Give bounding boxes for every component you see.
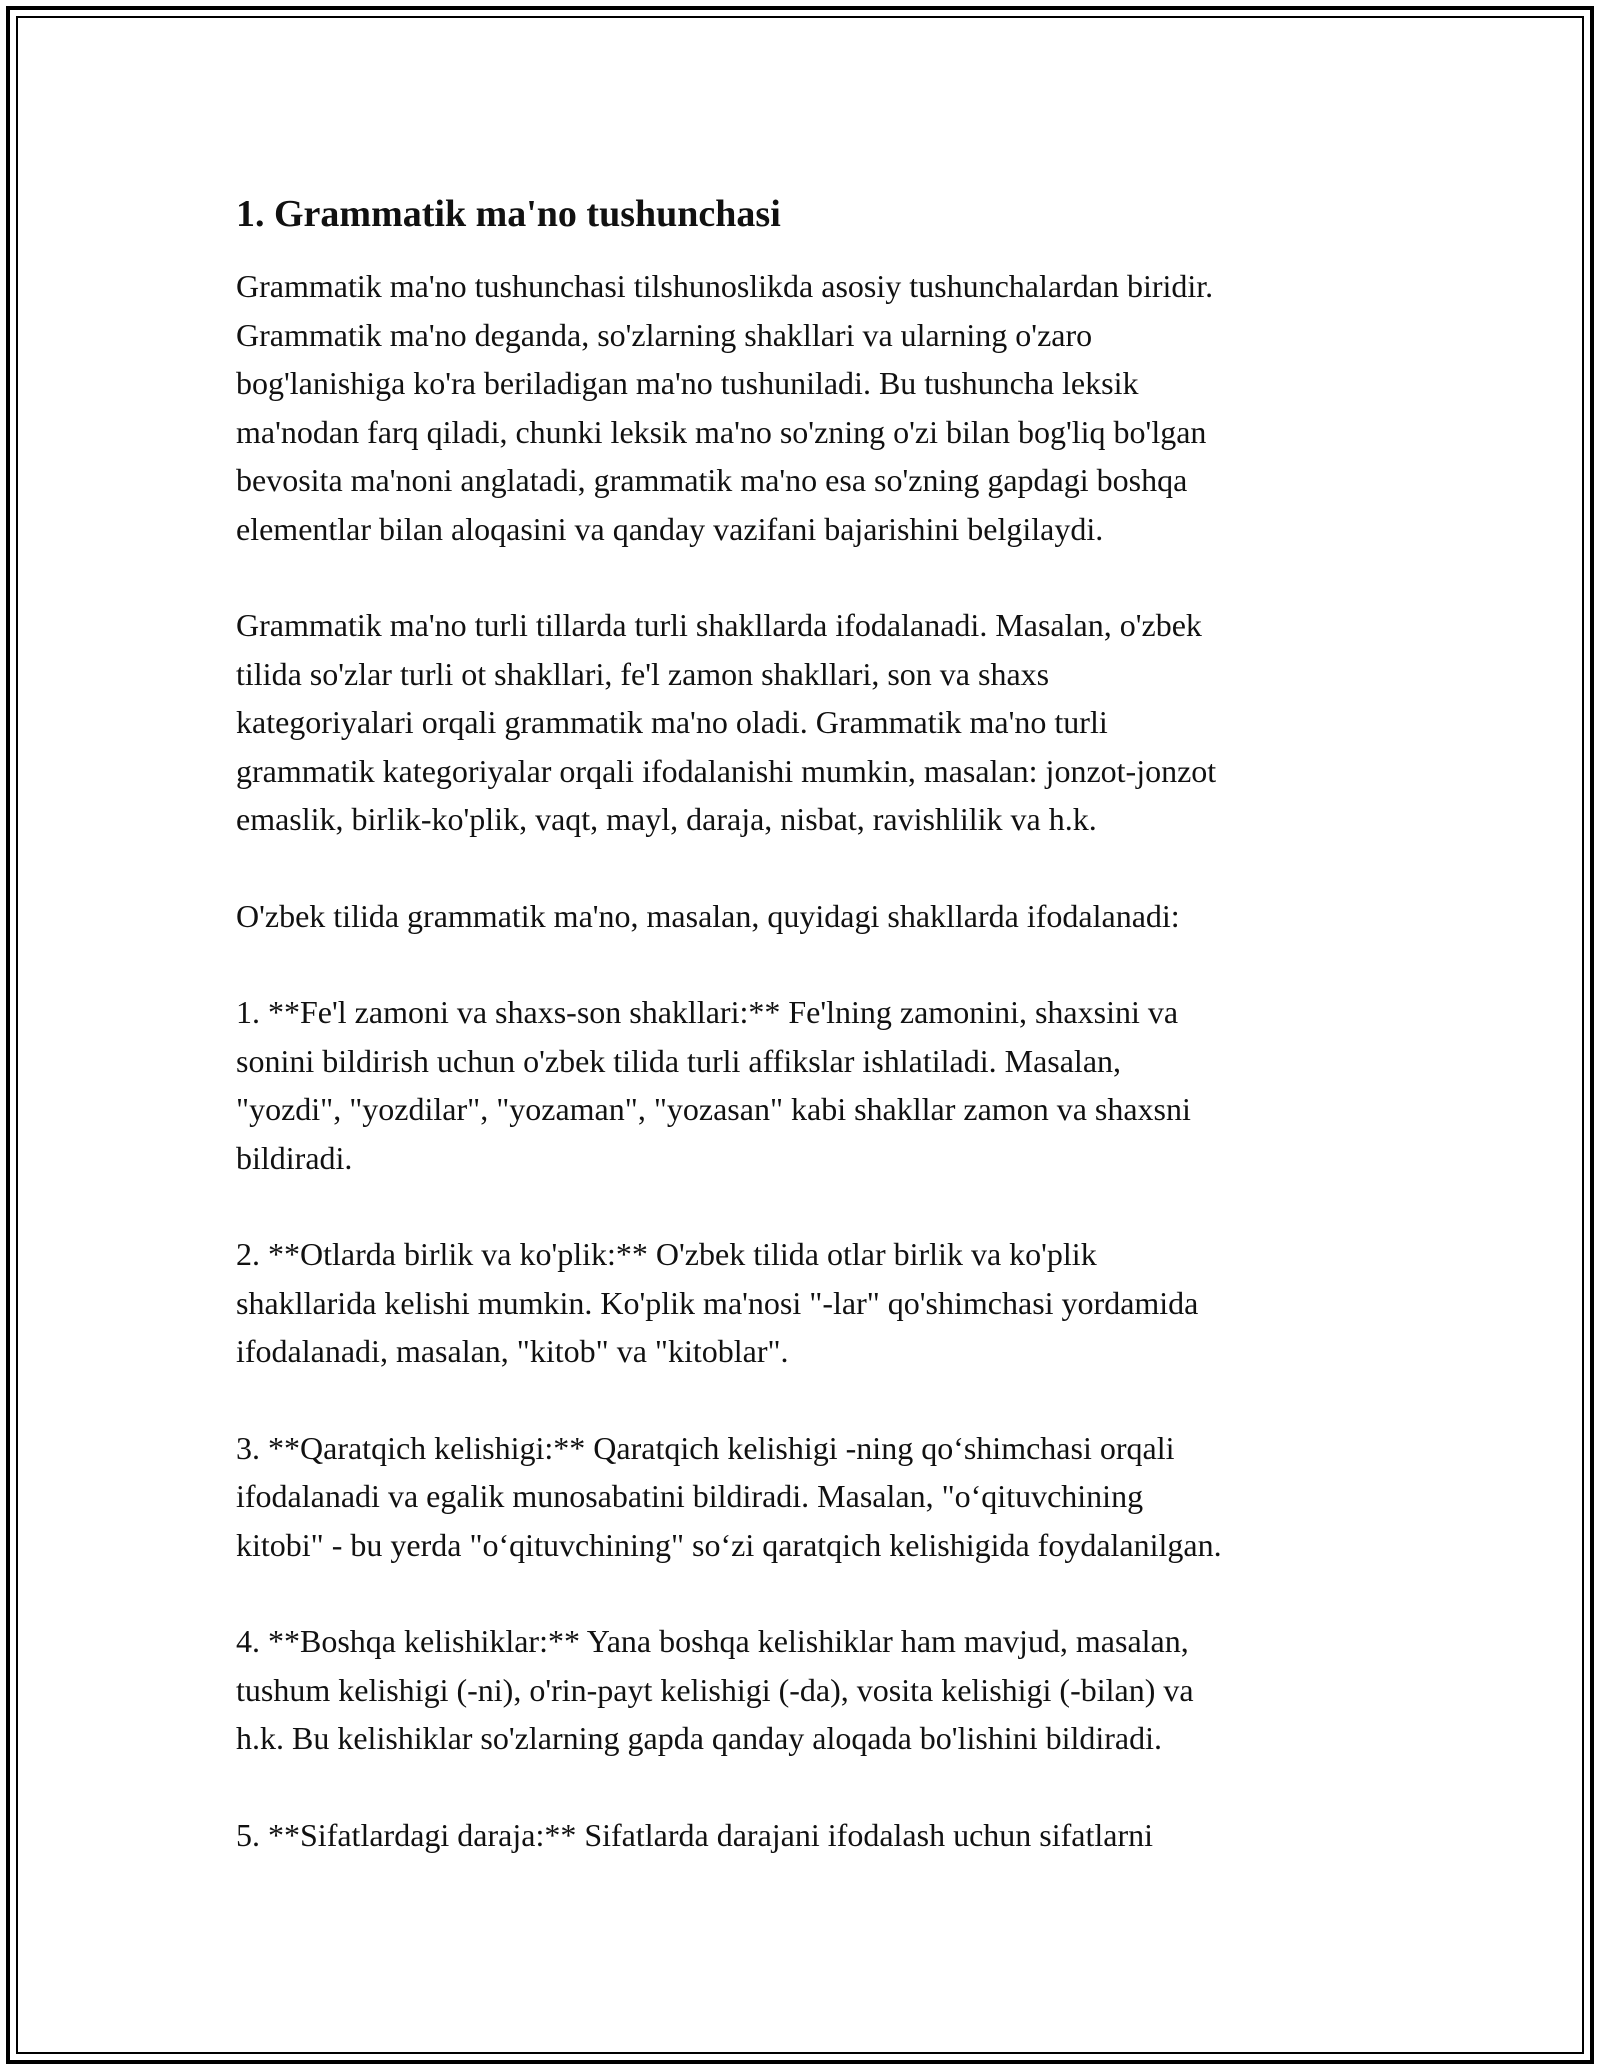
- list-item-adjective-degree: 5. **Sifatlardagi daraja:** Sifatlarda darajani ifodalash uchun sifatlarni: [236, 1816, 1153, 1853]
- list-item-noun-number: 2. **Otlarda birlik va ko'plik:** O'zbek tilida otlar birlik va ko'plik shakllarida kelishi mumkin. Ko'plik ma'nosi "-lar" qo'shimchasi yordamida ifodalanadi, masalan, "kitob" va "kitoblar".: [236, 1236, 1199, 1369]
- list-item-genitive-case: 3. **Qaratqich kelishigi:** Qaratqich kelishigi -ning qo‘shimchasi orqali ifodalanadi va egalik munosabatini bildiradi. Masalan, "o‘qituvchining kitobi" - bu yerda "o‘qituvchining" so‘zi qaratqich kelishigida foydalanilgan.: [236, 1429, 1222, 1563]
- section-heading: 1. Grammatik ma'no tushunchasi: [236, 193, 781, 235]
- paragraph-forms: Grammatik ma'no turli tillarda turli shakllarda ifodalanadi. Masalan, o'zbek tilida so'zlar turli ot shakllari, fe'l zamon shakllari, son va shaxs kategoriyalari orqali grammatik ma'no oladi. Grammatik ma'no turli grammatik kategoriyalar orqali ifodalanishi mumkin, masalan: jonzot-jonzot emaslik, birlik-ko'plik, vaqt, mayl, daraja, nisbat, ravishlilik va h.k.: [236, 607, 1217, 837]
- list-item-verb-tense: 1. **Fe'l zamoni va shaxs-son shakllari:** Fe'lning zamonini, shaxsini va sonini bildirish uchun o'zbek tilida turli affikslar ishlatiladi. Masalan, "yozdi", "yozdilar", "yozaman", "yozasan" kabi shakllar zamon va shaxsni bildiradi.: [236, 994, 1191, 1176]
- paragraph-list-intro: O'zbek tilida grammatik ma'no, masalan, quyidagi shakllarda ifodalanadi:: [236, 897, 1180, 934]
- paragraph-intro: Grammatik ma'no tushunchasi tilshunoslikda asosiy tushunchalardan biridir. Grammatik ma'no deganda, so'zlarning shakllari va ularning o'zaro bog'lanishiga ko'ra beriladigan ma'no tushuniladi. Bu tushuncha leksik ma'nodan farq qiladi, chunki leksik ma'no so'zning o'zi bilan bog'liq bo'lgan bevosita ma'noni anglatadi, grammatik ma'no esa so'zning gapdagi boshqa elementlar bilan aloqasini va qanday vazifani bajarishini belgilaydi.: [236, 268, 1214, 547]
- list-item-other-cases: 4. **Boshqa kelishiklar:** Yana boshqa kelishiklar ham mavjud, masalan, tushum kelishigi (-ni), o'rin-payt kelishigi (-da), vosita kelishigi (-bilan) va h.k. Bu kelishiklar so'zlarning gapda qanday aloqada bo'lishini bildiradi.: [236, 1623, 1194, 1756]
- document-page: [236, 186, 1396, 1907]
